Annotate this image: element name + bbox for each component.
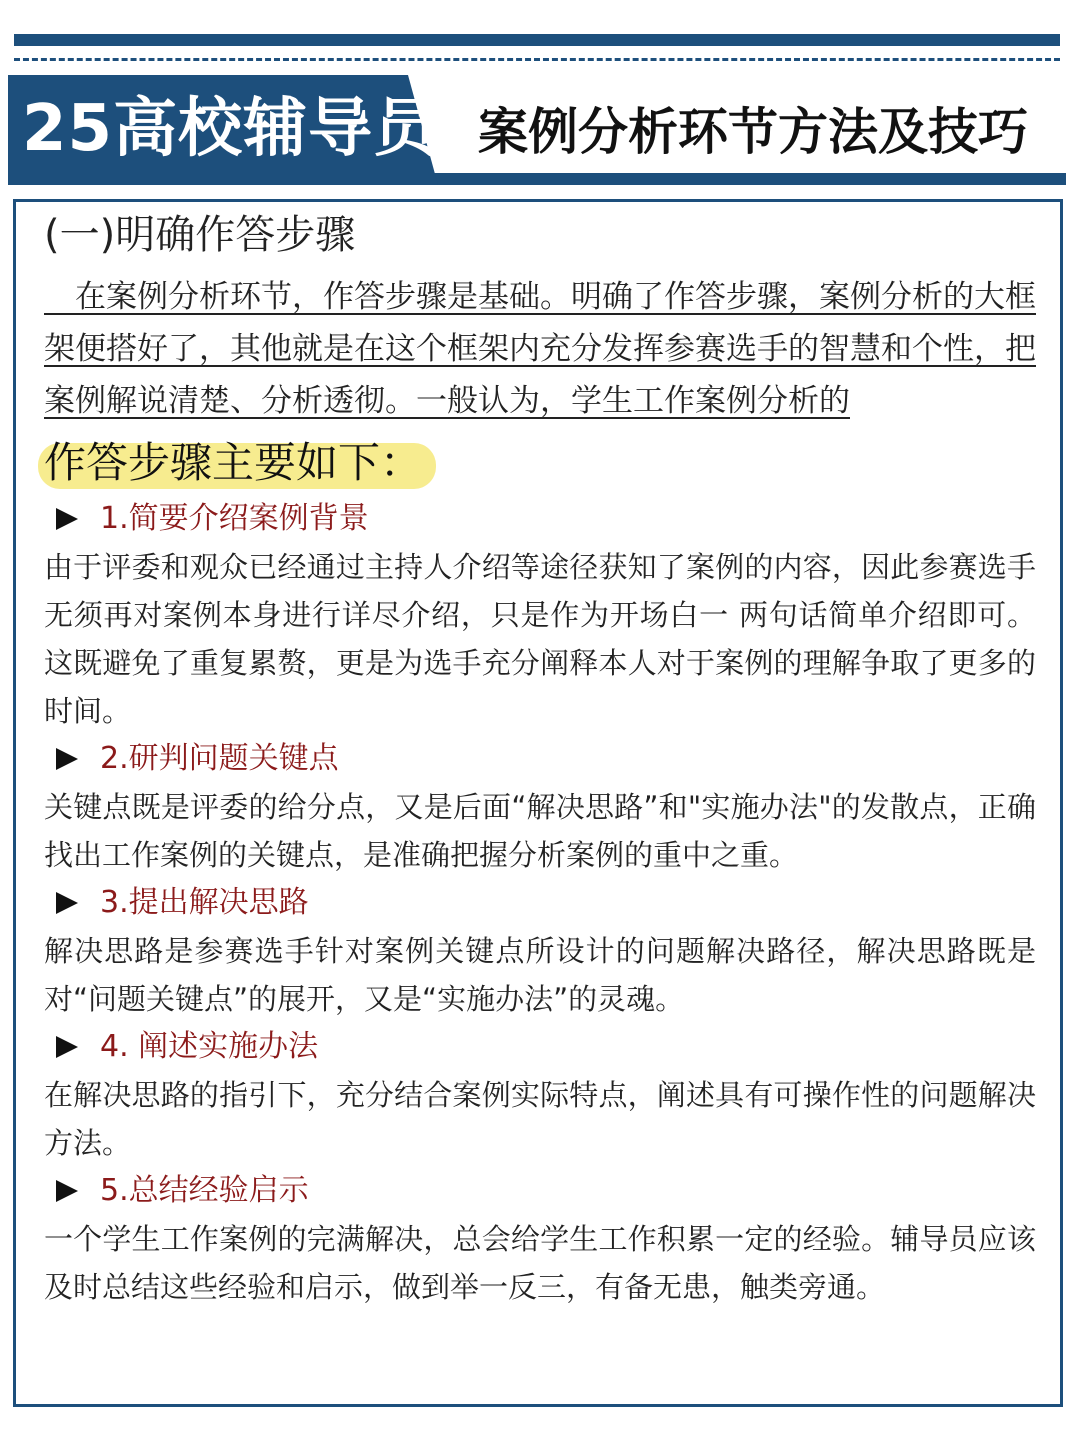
step-4-body: 在解决思路的指引下，充分结合案例实际特点，阐述具有可操作性的问题解决方法。 bbox=[44, 1078, 1036, 1160]
step-3-title-text: 3.提出解决思路 bbox=[100, 885, 309, 920]
step-3-title bbox=[56, 879, 1036, 927]
section-title: (一)明确作答步骤 bbox=[44, 212, 356, 258]
step-1 bbox=[44, 495, 1036, 735]
step-5-title-text: 5.总结经验启示 bbox=[100, 1173, 309, 1208]
step-2-title-text: 2.研判问题关键点 bbox=[100, 741, 339, 776]
step-1-body: 由于评委和观众已经通过主持人介绍等途径获知了案例的内容，因此参赛选手无须再对案例本身进行详尽介绍，只是作为开场白一 两句话简单介绍即可。这既避免了重复累赘，更是为选手充分阐释本人对于案例的理解争取了更多的时间。 bbox=[44, 550, 1036, 728]
steps-heading-text: 作答步骤主要如下： bbox=[44, 438, 423, 487]
section-intro: 在案例分析环节，作答步骤是基础。明确了作答步骤，案例分析的大框架便搭好了，其他就是在这个框架内充分发挥参赛选手的智慧和个性，把案例解说清楚、分析透彻。一般认为，学生工作案例分析的 bbox=[44, 279, 1036, 419]
step-1-title-text: 1.简要介绍案例背景 bbox=[100, 501, 369, 536]
header-right-title: 案例分析环节方法及技巧 bbox=[478, 103, 1028, 161]
step-2-title bbox=[56, 735, 1036, 783]
top-dashed-line bbox=[14, 58, 1060, 61]
step-5 bbox=[44, 1167, 1036, 1311]
arrow-bullet-icon bbox=[56, 1180, 78, 1202]
step-5-title bbox=[56, 1167, 1036, 1215]
step-2-body: 关键点既是评委的给分点，又是后面“解决思路”和"实施办法"的发散点，正确找出工作案例的关键点，是准确把握分析案例的重中之重。 bbox=[44, 790, 1036, 872]
step-3-body: 解决思路是参赛选手针对案例关键点所设计的问题解决路径，解决思路既是对“问题关键点”的展开，又是“实施办法”的灵魂。 bbox=[44, 934, 1036, 1016]
step-4 bbox=[44, 1023, 1036, 1167]
content-area bbox=[44, 205, 1036, 1311]
arrow-bullet-icon bbox=[56, 508, 78, 530]
step-4-title bbox=[56, 1023, 1036, 1071]
step-3 bbox=[44, 879, 1036, 1023]
header-banner bbox=[8, 75, 1068, 187]
top-decor-bar bbox=[14, 34, 1060, 46]
steps-heading bbox=[44, 435, 432, 491]
header-left-title: 25高校辅导员 bbox=[22, 92, 439, 166]
arrow-bullet-icon bbox=[56, 1036, 78, 1058]
step-4-title-text: 4. 阐述实施办法 bbox=[100, 1029, 319, 1064]
arrow-bullet-icon bbox=[56, 748, 78, 770]
step-2 bbox=[44, 735, 1036, 879]
step-1-title bbox=[56, 495, 1036, 543]
step-5-body: 一个学生工作案例的完满解决，总会给学生工作积累一定的经验。辅导员应该及时总结这些经验和启示，做到举一反三，有备无患，触类旁通。 bbox=[44, 1222, 1036, 1304]
arrow-bullet-icon bbox=[56, 892, 78, 914]
